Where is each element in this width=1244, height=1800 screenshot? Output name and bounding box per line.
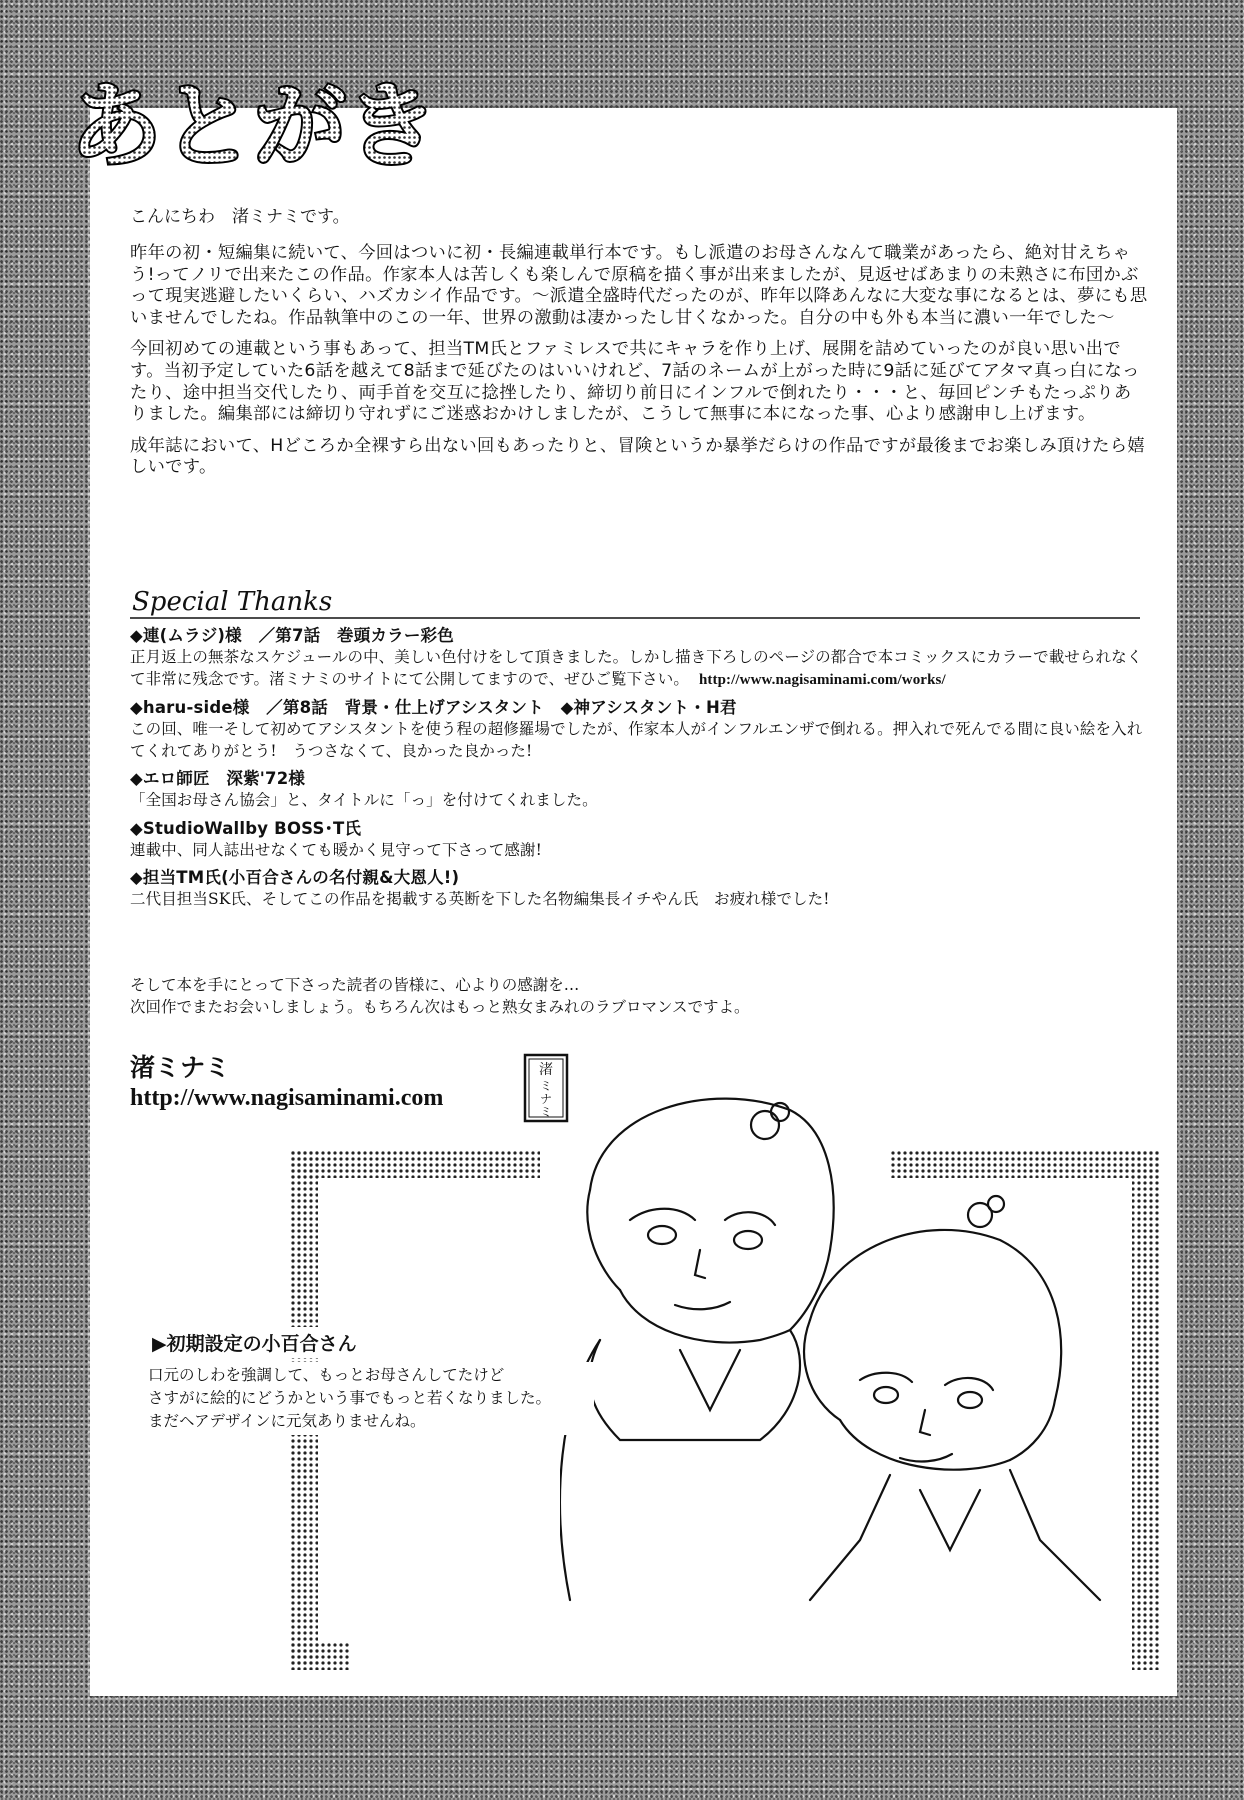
- caption-title: ▶初期設定の小百合さん: [148, 1327, 361, 1358]
- author-name: 渚ミナミ: [130, 1053, 231, 1082]
- caption-line: さすがに絵的にどうかという事でもっと若くなりました。: [148, 1389, 552, 1407]
- author-url-link[interactable]: http://www.nagisaminami.com: [130, 1085, 444, 1111]
- svg-text:ミ: ミ: [539, 1105, 553, 1119]
- thanks-item-text: 正月返上の無茶なスケジュールの中、美しい色付けをして頂きました。しかし描き下ろしのページの都合で本コミックスにカラーで載せられなくて非常に残念です。渚ミナミのサイトにて公開してますので、ぜひご覧下さい。: [130, 648, 1143, 688]
- works-url-link[interactable]: http://www.nagisaminami.com/works/: [698, 671, 946, 688]
- closing-line: そして本を手にとって下さった読者の皆様に、心よりの感謝を…: [130, 976, 580, 994]
- thanks-item-body: 「全国お母さん協会」と、タイトルに「っ」を付けてくれました。: [130, 791, 598, 809]
- svg-text:ミ: ミ: [539, 1079, 553, 1093]
- greeting: こんにちわ 渚ミナミです。: [130, 207, 350, 227]
- caption-body: [142, 1362, 594, 1435]
- svg-text:渚: 渚: [539, 1062, 553, 1078]
- afterword-title-logo: [62, 40, 462, 190]
- character-sketch-illustration: [560, 1080, 1130, 1680]
- thanks-item-title: ◆連(ムラジ)様 ／第7話 巻頭カラー彩色: [130, 626, 454, 645]
- afterword-body: [130, 205, 1148, 489]
- thanks-item-title: ◆エロ師匠 深紫'72様: [130, 769, 306, 788]
- special-thanks-heading: [130, 582, 1140, 622]
- thanks-item-title: ◆担当TM氏(小百合さんの名付親&大恩人!): [130, 868, 460, 887]
- special-thanks-text: Special Thanks: [132, 587, 333, 617]
- paragraph: 成年誌において、Hどころか全裸すら出ない回もあったりと、冒険というか暴挙だらけの作品ですが最後までお楽しみ頂けたら嬉しいです。: [130, 435, 1145, 478]
- paragraph: 今回初めての連載という事もあって、担当TM氏とファミレスで共にキャラを作り上げ、展開を詰めていったのが良い思い出です。当初予定していた6話を越えて8話まで延びたのはいいけれど、7話のネームが上がった時に9話に延びてアタマ真っ白になったり、途中担当交代したり、両手首を交互に捻挫したり、締切り前日にインフルで倒れたり・・・と、毎回ピンチもたっぷりありました。編集部には締切り守れずにご迷惑おかけしましたが、こうして無事に本になった事、心より感謝申し上げます。: [130, 339, 1140, 425]
- thanks-item-title: ◆StudioWallby BOSS･T氏: [130, 818, 362, 838]
- title-text: あとがき: [70, 73, 439, 180]
- thanks-item-title: ◆haru-side様 ／第8話 背景・仕上げアシスタント ◆神アシスタント・H君: [130, 698, 737, 717]
- svg-text:ナ: ナ: [539, 1092, 553, 1106]
- paragraph: 昨年の初・短編集に続いて、今回はついに初・長編連載単行本です。もし派遣のお母さんなんて職業があったら、絶対甘えちゃう!ってノリで出来たこの作品。作家本人は苦しくも楽しんで原稿を描く事が出来ましたが、見返せばあまりの未熟さに布団かぶって現実逃避したいくらい、ハズカシイ作品です。～派遣全盛時代だったのが、昨年以降あんなに大変な事になるとは、夢にも思いませんでしたね。作品執筆中のこの一年、世界の激動は凄かったし甘くなかった。自分の中も外も本当に濃い一年でした～: [130, 243, 1148, 328]
- thanks-item-body: この回、唯一そして初めてアシスタントを使う程の超修羅場でしたが、作家本人がインフルエンザで倒れる。押入れで死んでる間に良い絵を入れてくれてありがとう! うつさなくて、良かった良かった!: [130, 720, 1143, 760]
- closing-line: 次回作でまたお会いしましょう。もちろん次はもっと熟女まみれのラブロマンスですよ。: [130, 997, 750, 1016]
- thanks-list: [130, 625, 1148, 917]
- caption-line: 口元のしわを強調して、もっとお母さんしてたけど: [148, 1366, 505, 1384]
- caption-line: まだヘアデザインに元気ありませんね。: [148, 1412, 426, 1430]
- thanks-item-body: 二代目担当SK氏、そしてこの作品を掲載する英断を下した名物編集長イチやん氏 お疲れ様でした!: [130, 890, 830, 908]
- thanks-item-body: [130, 647, 1148, 691]
- thanks-item-body: 連載中、同人誌出せなくても暖かく見守って下さって感謝!: [130, 840, 542, 859]
- closing-message: [130, 975, 1030, 1018]
